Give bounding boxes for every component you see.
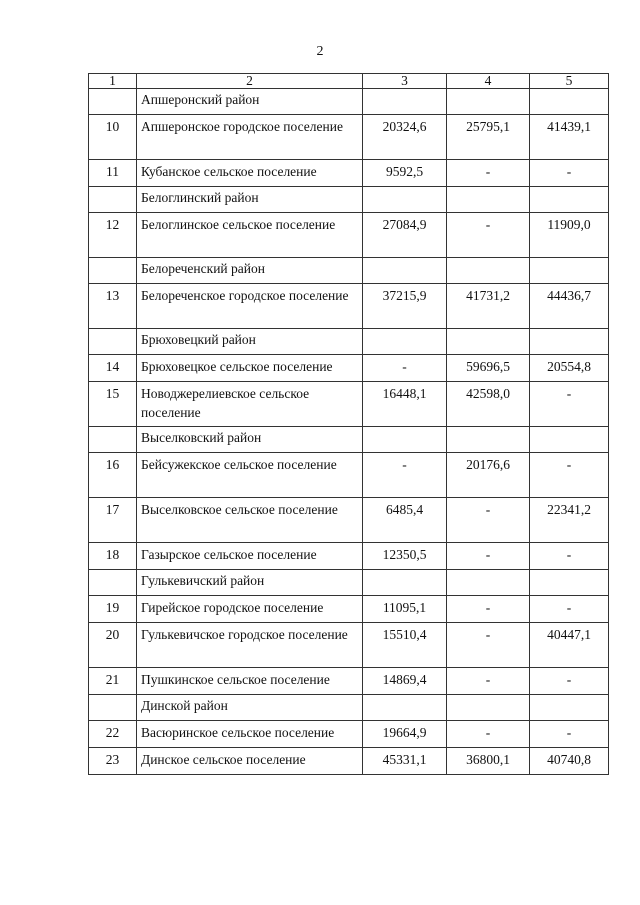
district-name: Апшеронский район (137, 89, 363, 115)
value-col-4: - (447, 721, 530, 748)
district-name: Белоглинский район (137, 187, 363, 213)
row-number: 20 (89, 623, 137, 668)
value-cell-4 (447, 570, 530, 596)
table-row (89, 382, 609, 427)
value-col-4: - (447, 623, 530, 668)
value-col-3: 37215,9 (363, 284, 447, 329)
value-cell-4 (447, 89, 530, 115)
value-col-5: - (530, 160, 609, 187)
value-cell-3 (363, 258, 447, 284)
table-row (89, 668, 609, 695)
header-cell-3: 3 (363, 74, 447, 89)
value-col-4: 25795,1 (447, 115, 530, 160)
district-row (89, 695, 609, 721)
value-cell-3 (363, 329, 447, 355)
table-header-row (89, 74, 609, 89)
value-col-3: - (363, 355, 447, 382)
value-cell-5 (530, 570, 609, 596)
settlement-name: Новоджерелиевское сельское поселение (137, 382, 363, 427)
district-row (89, 258, 609, 284)
district-name: Гулькевичский район (137, 570, 363, 596)
row-number-cell (89, 89, 137, 115)
value-col-3: - (363, 453, 447, 498)
settlement-name: Белореченское городское поселение (137, 284, 363, 329)
table-row (89, 721, 609, 748)
table-row (89, 596, 609, 623)
value-cell-3 (363, 187, 447, 213)
table-row (89, 748, 609, 775)
value-cell-5 (530, 258, 609, 284)
table-row (89, 498, 609, 543)
district-name: Белореченский район (137, 258, 363, 284)
district-name: Брюховецкий район (137, 329, 363, 355)
value-col-4: 36800,1 (447, 748, 530, 775)
value-cell-4 (447, 258, 530, 284)
row-number-cell (89, 570, 137, 596)
district-name: Выселковский район (137, 427, 363, 453)
value-col-3: 15510,4 (363, 623, 447, 668)
value-col-4: - (447, 213, 530, 258)
row-number: 17 (89, 498, 137, 543)
header-cell-2: 2 (137, 74, 363, 89)
value-col-5: - (530, 668, 609, 695)
header-cell-4: 4 (447, 74, 530, 89)
value-cell-3 (363, 427, 447, 453)
value-col-5: - (530, 543, 609, 570)
settlement-name: Белоглинское сельское поселение (137, 213, 363, 258)
value-col-3: 14869,4 (363, 668, 447, 695)
page-number: 2 (316, 44, 324, 59)
table-body (89, 74, 609, 775)
table-row (89, 284, 609, 329)
district-row (89, 187, 609, 213)
value-col-5: 41439,1 (530, 115, 609, 160)
header-cell-1: 1 (89, 74, 137, 89)
value-col-3: 45331,1 (363, 748, 447, 775)
value-col-4: - (447, 543, 530, 570)
value-col-5: - (530, 453, 609, 498)
value-col-4: - (447, 160, 530, 187)
value-col-5: 40740,8 (530, 748, 609, 775)
row-number-cell (89, 187, 137, 213)
settlement-name: Васюринское сельское поселение (137, 721, 363, 748)
settlement-name: Газырское сельское поселение (137, 543, 363, 570)
value-cell-4 (447, 187, 530, 213)
value-col-4: 41731,2 (447, 284, 530, 329)
value-col-5: 11909,0 (530, 213, 609, 258)
table-row (89, 623, 609, 668)
value-col-3: 6485,4 (363, 498, 447, 543)
district-row (89, 570, 609, 596)
value-cell-5 (530, 427, 609, 453)
value-col-4: 59696,5 (447, 355, 530, 382)
district-row (89, 329, 609, 355)
value-cell-3 (363, 89, 447, 115)
settlement-name: Гирейское городское поселение (137, 596, 363, 623)
row-number: 11 (89, 160, 137, 187)
value-col-5: 20554,8 (530, 355, 609, 382)
value-cell-4 (447, 427, 530, 453)
settlement-name: Гулькевичское городское поселение (137, 623, 363, 668)
table-row (89, 355, 609, 382)
table-row (89, 160, 609, 187)
value-col-5: 40447,1 (530, 623, 609, 668)
value-col-3: 20324,6 (363, 115, 447, 160)
row-number: 10 (89, 115, 137, 160)
value-cell-5 (530, 695, 609, 721)
value-cell-3 (363, 695, 447, 721)
value-col-5: - (530, 596, 609, 623)
settlement-name: Кубанское сельское поселение (137, 160, 363, 187)
district-row (89, 89, 609, 115)
value-col-3: 11095,1 (363, 596, 447, 623)
row-number: 18 (89, 543, 137, 570)
row-number: 16 (89, 453, 137, 498)
value-col-5: - (530, 382, 609, 427)
value-col-4: - (447, 668, 530, 695)
settlement-name: Апшеронское городское поселение (137, 115, 363, 160)
row-number-cell (89, 258, 137, 284)
value-col-3: 9592,5 (363, 160, 447, 187)
table-row (89, 213, 609, 258)
row-number: 12 (89, 213, 137, 258)
value-col-5: 44436,7 (530, 284, 609, 329)
settlements-table (88, 73, 609, 775)
row-number: 14 (89, 355, 137, 382)
row-number-cell (89, 427, 137, 453)
district-row (89, 427, 609, 453)
value-col-3: 27084,9 (363, 213, 447, 258)
row-number: 21 (89, 668, 137, 695)
district-name: Динской район (137, 695, 363, 721)
settlement-name: Динское сельское поселение (137, 748, 363, 775)
settlement-name: Выселковское сельское поселение (137, 498, 363, 543)
value-col-5: 22341,2 (530, 498, 609, 543)
value-col-3: 19664,9 (363, 721, 447, 748)
table-row (89, 115, 609, 160)
value-cell-5 (530, 89, 609, 115)
row-number: 19 (89, 596, 137, 623)
value-col-4: - (447, 498, 530, 543)
value-col-5: - (530, 721, 609, 748)
value-cell-4 (447, 695, 530, 721)
value-cell-5 (530, 187, 609, 213)
value-col-4: 20176,6 (447, 453, 530, 498)
row-number: 15 (89, 382, 137, 427)
value-col-3: 12350,5 (363, 543, 447, 570)
value-col-3: 16448,1 (363, 382, 447, 427)
row-number: 13 (89, 284, 137, 329)
row-number: 22 (89, 721, 137, 748)
settlement-name: Брюховецкое сельское поселение (137, 355, 363, 382)
value-cell-5 (530, 329, 609, 355)
row-number-cell (89, 695, 137, 721)
header-cell-5: 5 (530, 74, 609, 89)
row-number-cell (89, 329, 137, 355)
settlement-name: Бейсужекское сельское поселение (137, 453, 363, 498)
settlement-name: Пушкинское сельское поселение (137, 668, 363, 695)
row-number: 23 (89, 748, 137, 775)
value-cell-3 (363, 570, 447, 596)
table-row (89, 543, 609, 570)
table-row (89, 453, 609, 498)
value-col-4: 42598,0 (447, 382, 530, 427)
value-col-4: - (447, 596, 530, 623)
value-cell-4 (447, 329, 530, 355)
